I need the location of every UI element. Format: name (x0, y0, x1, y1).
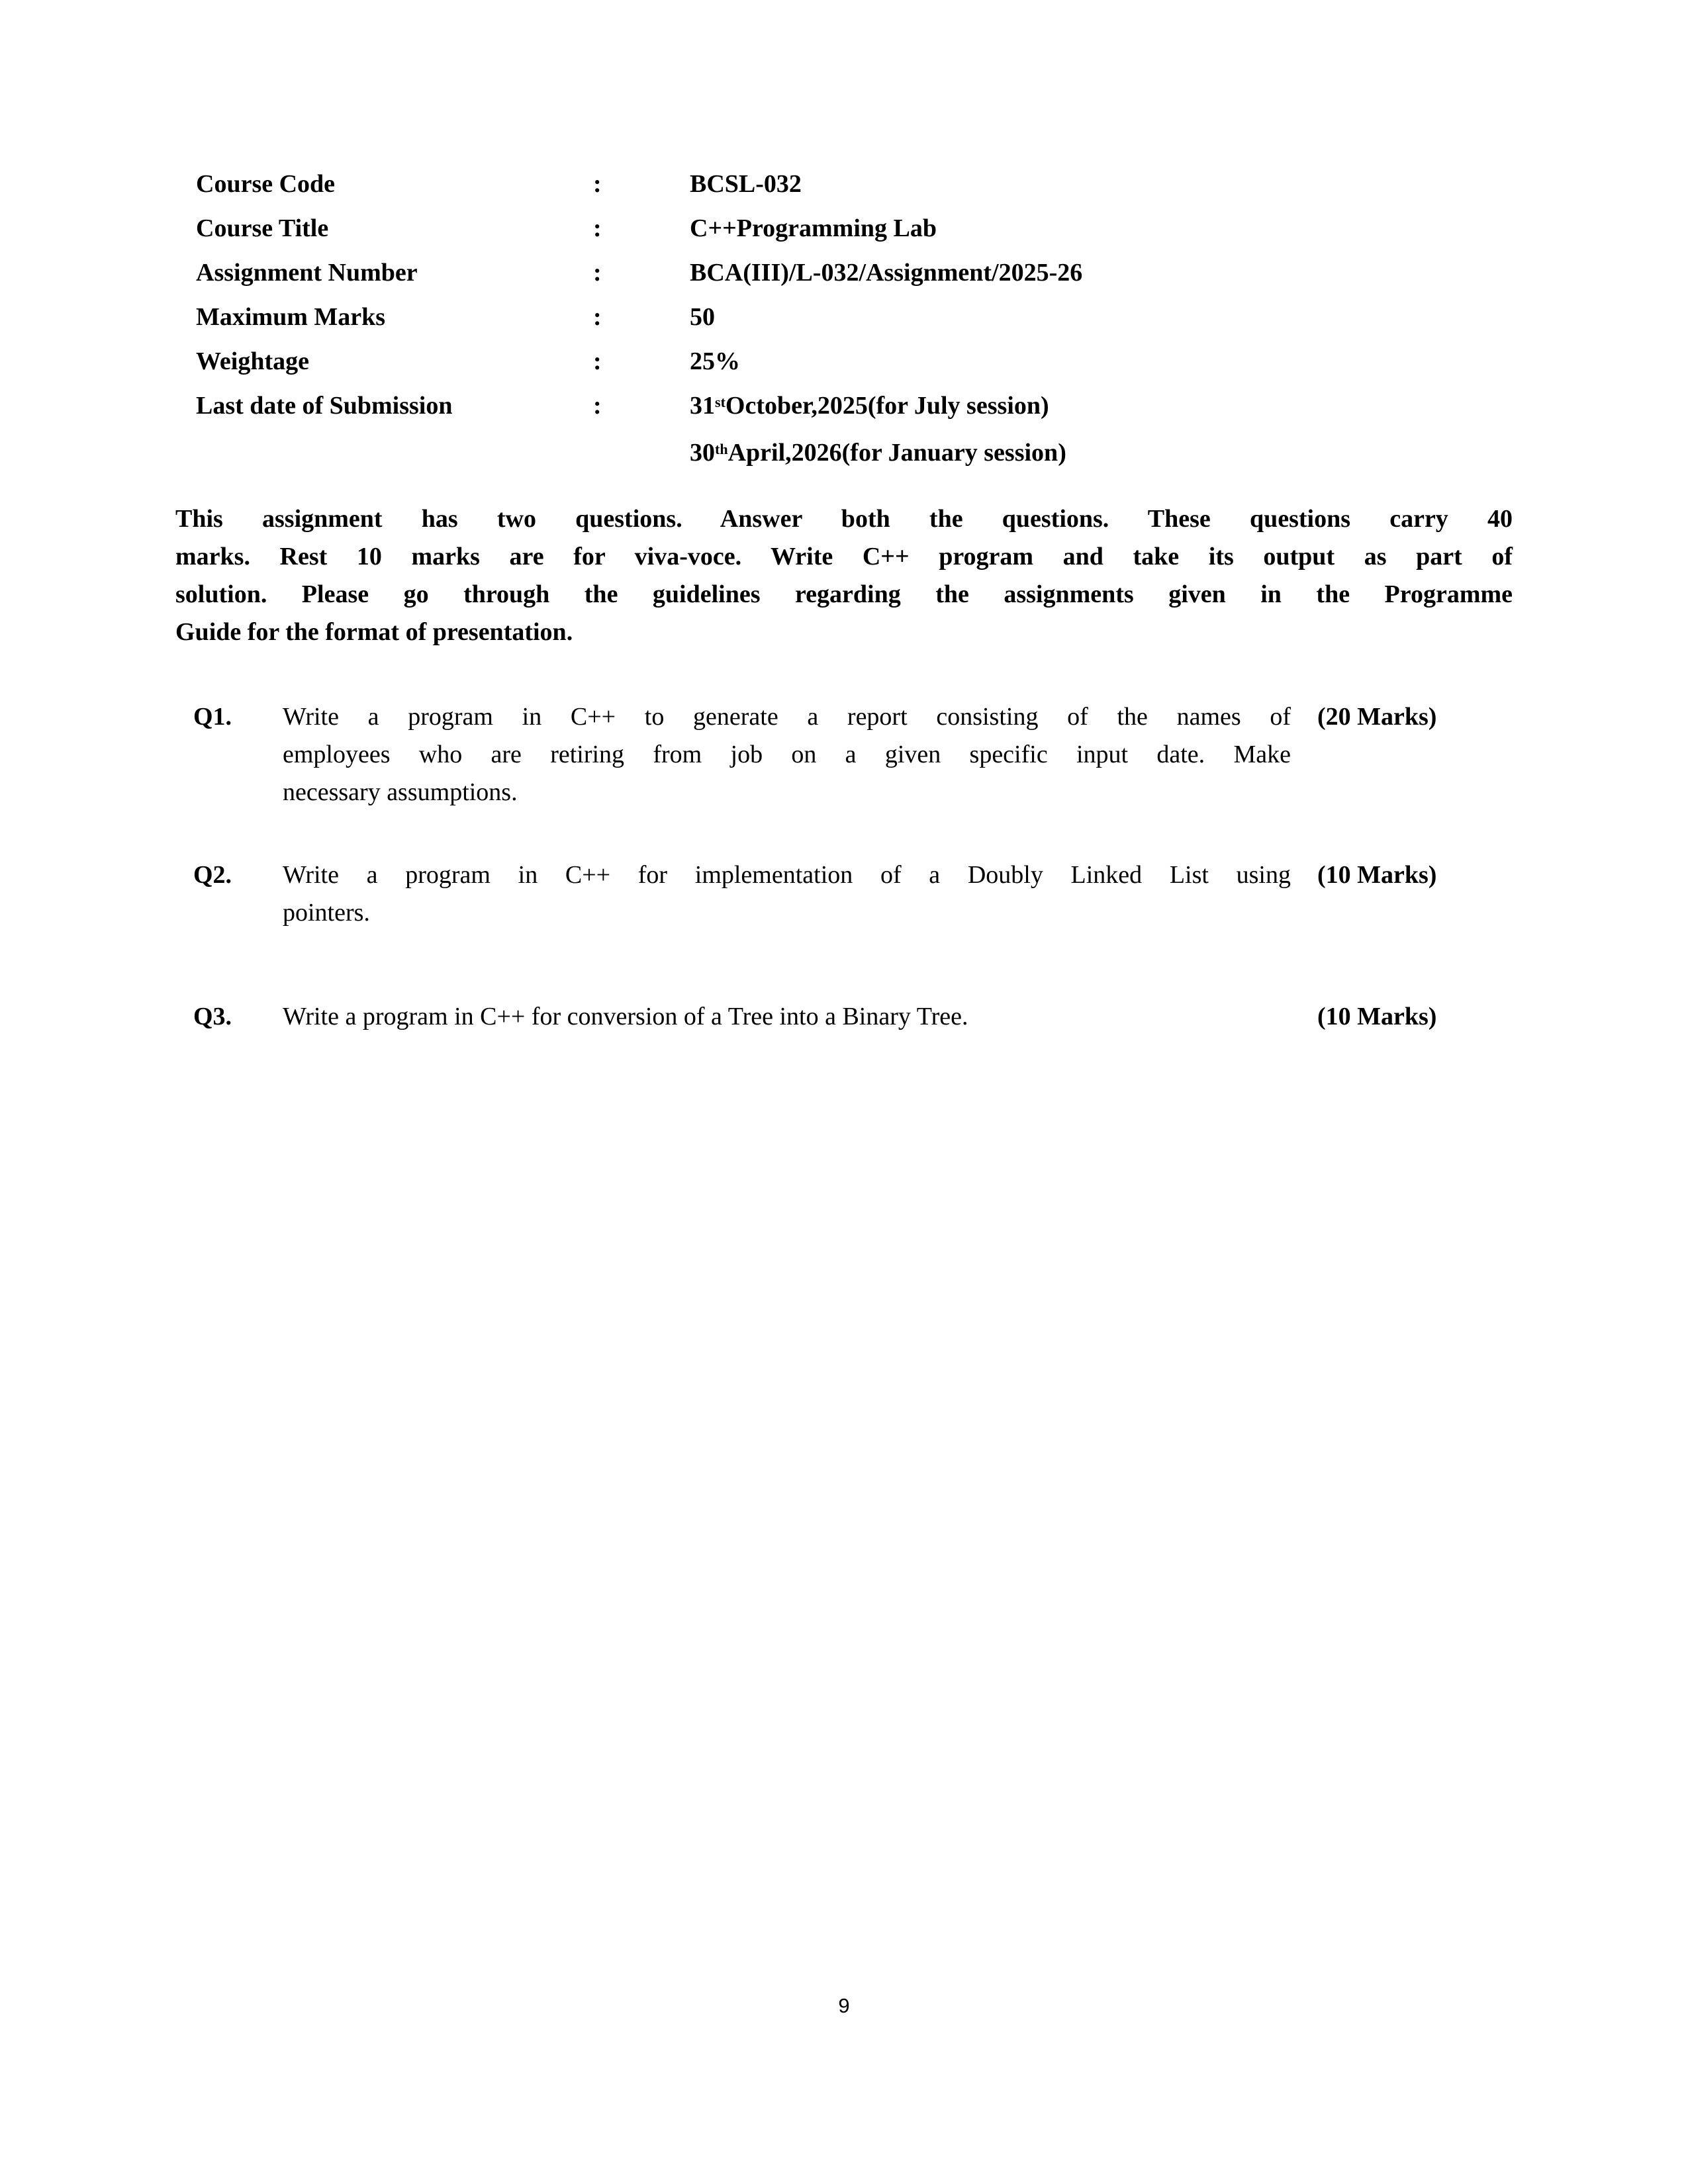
ordinal-superscript: th (715, 441, 728, 458)
assignment-header (196, 162, 1082, 478)
header-row-course-title (196, 206, 1082, 251)
header-value: 25% (690, 347, 740, 375)
header-value: C++Programming Lab (690, 214, 937, 242)
header-value: BCSL-032 (690, 170, 802, 198)
submission-date-july (690, 384, 1066, 431)
header-value: 50 (690, 303, 715, 331)
question-text-line: Write a program in C++ for implementation of a Doubly Linked List using (283, 861, 1291, 889)
question-number: Q1. (193, 703, 232, 731)
header-label: Course Title (196, 214, 329, 242)
header-separator: : (593, 392, 602, 420)
questions-section (193, 698, 1557, 1036)
intro-line: Guide for the format of presentation. (175, 618, 573, 646)
question-text (283, 856, 1291, 932)
header-row-maximum-marks (196, 295, 1082, 340)
header-label: Weightage (196, 347, 309, 375)
page-number: 9 (838, 1994, 850, 2017)
header-label: Course Code (196, 170, 336, 198)
header-row-submission-date (196, 384, 1082, 478)
intro-line: marks. Rest 10 marks are for viva-voce. Write C++ program and take its output as part of (175, 543, 1513, 570)
header-separator: : (593, 303, 602, 331)
question-text-line: necessary assumptions. (283, 778, 518, 806)
question-3 (193, 998, 1557, 1036)
header-value (690, 384, 1066, 478)
intro-line: This assignment has two questions. Answer both the questions. These questions carry 40 (175, 505, 1513, 533)
question-1 (193, 698, 1557, 811)
question-text (283, 998, 1291, 1036)
question-text (283, 698, 1291, 811)
header-separator: : (593, 170, 602, 198)
question-text-line: Write a program in C++ for conversion of a Tree into a Binary Tree. (283, 1003, 968, 1030)
intro-paragraph (175, 500, 1513, 651)
submission-date-rest: October,2025(for July session) (725, 392, 1049, 420)
question-marks: (20 Marks) (1317, 703, 1437, 731)
header-separator: : (593, 214, 602, 242)
question-number: Q2. (193, 861, 232, 889)
submission-date-january (690, 431, 1066, 478)
submission-day: 30 (690, 439, 715, 467)
header-label: Assignment Number (196, 259, 418, 287)
question-text-line: employees who are retiring from job on a given specific input date. Make (283, 741, 1291, 768)
question-text-line: Write a program in C++ to generate a report consisting of the names of (283, 703, 1291, 731)
header-value: BCA(III)/L-032/Assignment/2025-26 (690, 259, 1083, 287)
header-row-weightage (196, 340, 1082, 384)
submission-date-rest: April,2026(for January session) (727, 439, 1066, 467)
question-text-line: pointers. (283, 899, 370, 927)
question-number: Q3. (193, 1003, 232, 1030)
intro-line: solution. Please go through the guidelines regarding the assignments given in the Programme (175, 580, 1513, 608)
header-label: Maximum Marks (196, 303, 386, 331)
header-separator: : (593, 347, 602, 375)
ordinal-superscript: st (715, 394, 726, 411)
submission-day: 31 (690, 392, 715, 420)
header-label: Last date of Submission (196, 392, 453, 420)
question-marks: (10 Marks) (1317, 861, 1437, 889)
header-separator: : (593, 259, 602, 287)
question-2 (193, 856, 1557, 932)
header-row-assignment-number (196, 251, 1082, 295)
question-marks: (10 Marks) (1317, 1003, 1437, 1030)
header-row-course-code (196, 162, 1082, 206)
